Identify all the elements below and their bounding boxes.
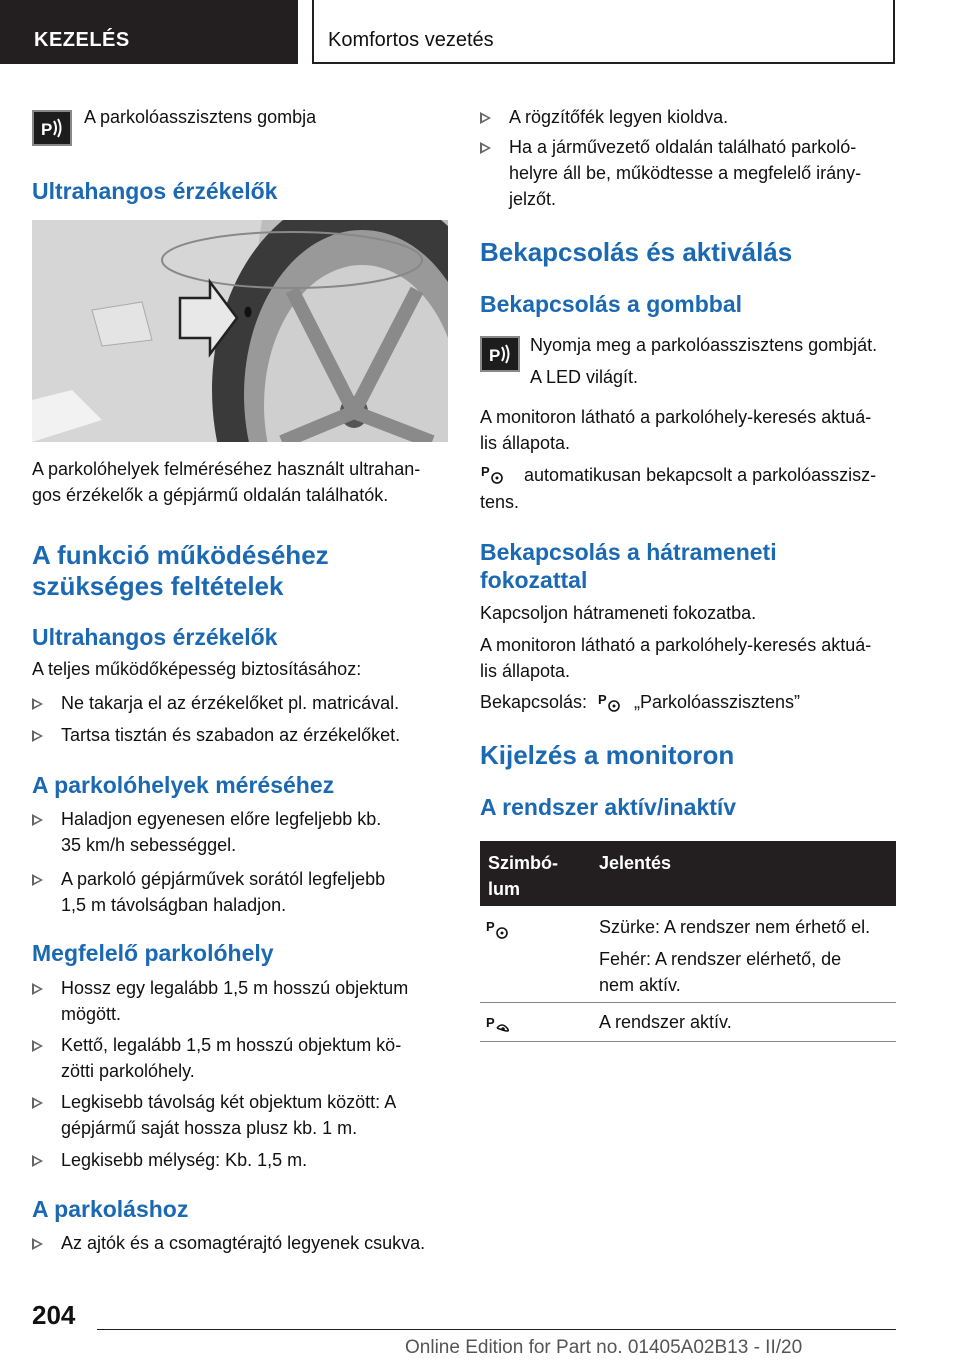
heading-button: Bekapcsolás a gombbal <box>480 291 743 317</box>
svg-text:P: P <box>489 346 501 365</box>
row2-meaning: A rendszer aktív. <box>599 1012 732 1032</box>
svg-text:P: P <box>598 692 607 707</box>
photo-caption <box>32 456 448 508</box>
svg-text:P: P <box>41 120 53 139</box>
row1-meaning-white <box>599 946 841 998</box>
list-item: Legkisebb távolság két objektum között: A gépjármű saját hossza plusz kb. 1 m. <box>32 1089 448 1141</box>
list-item: Ha a járművezető oldalán található parkoló- helyre áll be, működtesse a megfelelő irány- jelzőt. <box>480 134 896 212</box>
header-meaning: Jelentés <box>599 853 672 873</box>
park-assist-symbol-icon <box>481 462 509 486</box>
svg-text:P: P <box>481 464 490 479</box>
bullet-arrow-icon <box>32 698 43 710</box>
press-button-text: Nyomja meg a parkolóasszisztens gombját. <box>530 335 878 355</box>
svg-text:P: P <box>486 1015 495 1030</box>
monitor-status2-line2: lis állapota. <box>480 661 571 681</box>
list-item: A rögzítőfék legyen kioldva. <box>480 104 896 130</box>
table-divider <box>480 1002 896 1003</box>
button-caption: A parkolóasszisztens gombja <box>84 107 317 127</box>
page-number: 204 <box>32 1300 76 1330</box>
monitor-status-line1: A monitoron látható a parkolóhely-keresés aktuá- <box>480 407 872 427</box>
header-symbol-line2: lum <box>488 879 521 899</box>
switch-on-label: Bekapcsolás: <box>480 692 588 712</box>
bullet-arrow-icon <box>32 874 43 886</box>
bullet-arrow-icon <box>480 112 491 124</box>
bullet-arrow-icon <box>32 1238 43 1250</box>
header-symbol-line1: Szimbó- <box>488 853 558 873</box>
row1-meaning-grey: Szürke: A rendszer nem érhető el. <box>599 917 871 937</box>
bullet-arrow-icon <box>32 1097 43 1109</box>
section-tab <box>0 0 298 64</box>
heading-measure: A parkolóhelyek méréséhez <box>32 772 335 798</box>
bullet-arrow-icon <box>32 1155 43 1167</box>
table-divider <box>480 1041 896 1042</box>
chapter-title: Komfortos vezetés <box>328 29 494 51</box>
footer-rule <box>97 1329 896 1330</box>
heading-sensors-2: Ultrahangos érzékelők <box>32 624 278 650</box>
heading-parking: A parkoláshoz <box>32 1196 189 1222</box>
heading-system: A rendszer aktív/inaktív <box>480 794 737 820</box>
full-function-text: A teljes működőképesség biztosításához: <box>32 659 362 679</box>
heading-conditions-line1: A funkció működéséhez <box>32 540 329 570</box>
park-assist-inactive-icon <box>486 917 514 941</box>
heading-conditions <box>32 540 329 602</box>
switch-on-target: „Parkolóasszisztens” <box>634 692 801 712</box>
monitor-status-line2: lis állapota. <box>480 433 571 453</box>
park-assist-active-icon <box>486 1013 516 1037</box>
list-item: Kettő, legalább 1,5 m hosszú objektum kö- zötti parkolóhely. <box>32 1032 448 1084</box>
park-assist-button-icon <box>480 336 520 372</box>
heading-reverse <box>480 538 777 594</box>
list-item: Legkisebb mélység: Kb. 1,5 m. <box>32 1147 448 1173</box>
heading-display: Kijelzés a monitoron <box>480 740 735 770</box>
list-item: Tartsa tisztán és szabadon az érzékelőket. <box>32 722 448 748</box>
heading-activate: Bekapcsolás és aktiválás <box>480 237 793 267</box>
monitor-status2-line1: A monitoron látható a parkolóhely-keresés aktuá- <box>480 635 872 655</box>
bullet-arrow-icon <box>32 1040 43 1052</box>
list-item: A parkoló gépjárművek sorától legfeljebb 1,5 m távolságban haladjon. <box>32 866 448 918</box>
svg-text:P: P <box>486 919 495 934</box>
table-header <box>480 841 896 906</box>
monitor-status-text-2 <box>480 632 896 684</box>
list-item: Hossz egy legalább 1,5 m hosszú objektum mögött. <box>32 975 448 1027</box>
auto-text-line1: automatikusan bekapcsolt a parkolóasszisz- <box>524 465 877 485</box>
sensor-photo <box>32 220 448 442</box>
photo-caption-line2: gos érzékelők a gépjármű oldalán találhatók. <box>32 485 389 505</box>
auto-text-line2: tens. <box>480 492 520 512</box>
list-item: Haladjon egyenesen előre legfeljebb kb. 35 km/h sebességgel. <box>32 806 448 858</box>
heading-sensors: Ultrahangos érzékelők <box>32 178 278 204</box>
park-assist-symbol-icon <box>598 690 626 714</box>
bullet-arrow-icon <box>32 983 43 995</box>
list-item: Ne takarja el az érzékelőket pl. matricával. <box>32 690 448 716</box>
engage-reverse-text: Kapcsoljon hátrameneti fokozatba. <box>480 603 757 623</box>
led-text: A LED világít. <box>530 367 639 387</box>
heading-reverse-line1: Bekapcsolás a hátrameneti <box>480 539 777 565</box>
heading-conditions-line2: szükséges feltételek <box>32 571 284 601</box>
row1-white-line2: nem aktív. <box>599 975 681 995</box>
row1-white-line1: Fehér: A rendszer elérhető, de <box>599 949 842 969</box>
heading-suitable: Megfelelő parkolóhely <box>32 940 274 966</box>
bullet-arrow-icon <box>32 730 43 742</box>
park-assist-button-icon <box>32 110 72 146</box>
chapter-tab <box>312 0 895 64</box>
edition-text: Online Edition for Part no. 01405A02B13 - II/20 <box>405 1337 803 1358</box>
bullet-arrow-icon <box>32 814 43 826</box>
list-item: Az ajtók és a csomagtérajtó legyenek csukva. <box>32 1230 452 1256</box>
section-title: KEZELÉS <box>34 29 130 51</box>
header-symbol <box>488 850 558 902</box>
bullet-arrow-icon <box>480 142 491 154</box>
heading-reverse-line2: fokozattal <box>480 567 588 593</box>
monitor-status-text <box>480 404 896 456</box>
photo-caption-line1: A parkolóhelyek felméréséhez használt ultrahan- <box>32 459 421 479</box>
